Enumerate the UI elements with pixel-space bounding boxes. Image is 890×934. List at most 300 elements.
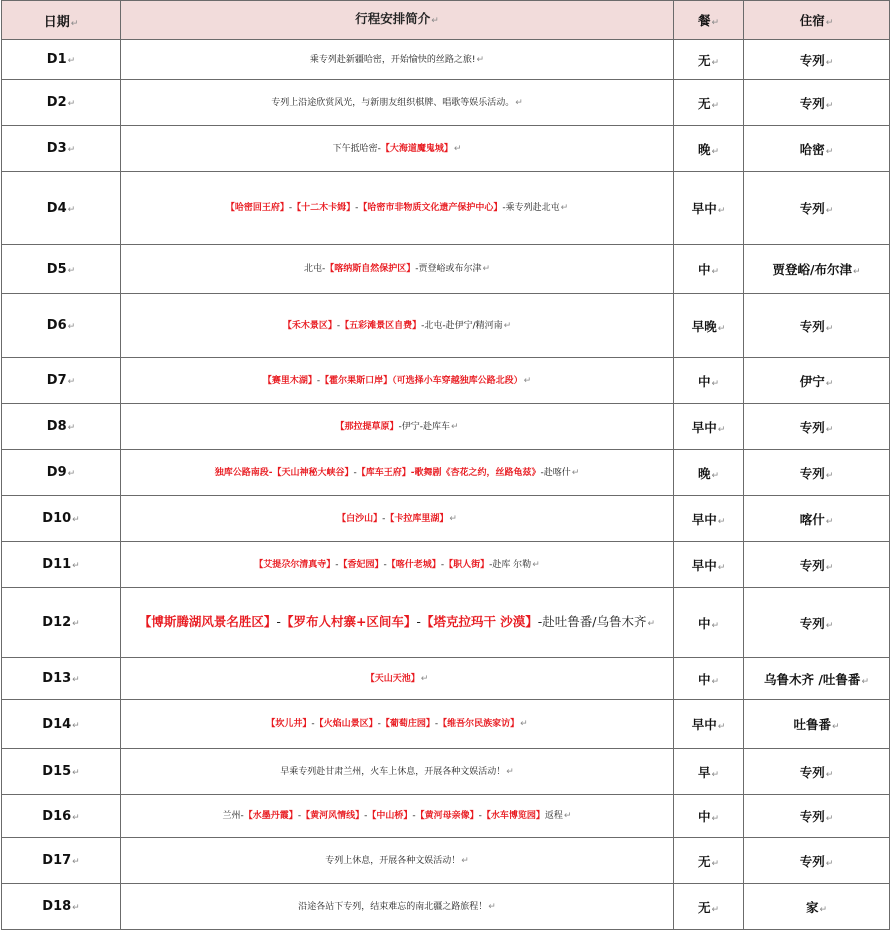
highlight-attraction: 【喀什老城】 [386,559,441,570]
return-mark: ↵ [861,676,869,687]
highlight-attraction: 【黄河风情线】 [301,811,365,821]
meal-cell [674,658,744,700]
plan-cell [121,658,674,700]
plan-segment: - [336,320,341,331]
highlight-attraction: 【水车博览园】 [481,811,545,821]
header-plan: 行程安排简介↵ [121,1,674,40]
itinerary-row [2,245,890,294]
stay-cell [744,404,890,450]
meal-label: 早晚 [691,318,717,334]
highlight-attraction: 【葡萄庄园】 [380,719,435,729]
stay-label: 专列 [799,318,825,334]
meal-label: 中 [697,373,711,389]
stay-cell [744,450,890,496]
stay-label: 专列 [799,557,825,573]
meal-cell [674,542,744,588]
stay-cell [744,795,890,838]
plan-segment: - [335,559,339,570]
highlight-attraction: 【库车王府】 [356,467,411,478]
plan-segment: - [377,719,381,729]
return-mark: ↵ [853,267,861,277]
plan-text [121,258,673,280]
plan-cell [121,700,674,749]
stay-label: 喀什 [799,511,825,527]
highlight-attraction: 【天山神秘大峡谷】 [272,467,354,478]
return-mark: ↵ [717,323,726,334]
highlight-attraction: 独库公路南段- [214,467,273,478]
itinerary-row [2,80,890,126]
plan-cell [121,496,674,542]
meal-label: 早 [697,764,711,780]
meal-label: 早中 [691,201,717,216]
plan-segment: 北屯- [303,264,326,274]
day-label: D10 [42,511,72,526]
plan-segment: 专列上沿途欣赏风光，与新朋友组织棋牌、唱歌等娱乐活动。 [271,97,515,108]
plan-cell [121,588,674,658]
meal-cell [674,245,744,294]
day-label: D16 [42,808,72,824]
highlight-attraction: 【博斯腾湖风景名胜区】 [138,613,277,629]
return-mark: ↵ [67,322,76,332]
highlight-attraction: 【罗布人村寨+区间车】 [280,613,417,629]
plan-cell [121,404,674,450]
return-mark: ↵ [711,676,720,687]
return-mark: ↵ [67,204,76,215]
stay-cell [744,884,890,930]
plan-cell [121,749,674,795]
day-cell [2,245,121,294]
itinerary-row [2,884,890,930]
meal-cell [674,294,744,358]
itinerary-row [2,838,890,884]
stay-cell [744,496,890,542]
plan-segment: -赴喀什 [540,467,571,478]
plan-segment: 返程 [544,811,563,821]
meal-cell [674,80,744,126]
meal-label: 无 [697,899,711,915]
plan-cell [121,126,674,172]
plan-cell [121,40,674,80]
day-cell [2,404,121,450]
meal-label: 早中 [691,717,717,732]
plan-text [121,138,673,160]
itinerary-row [2,700,890,749]
meal-label: 中 [697,671,711,687]
day-label: D11 [42,557,72,572]
day-label: D2 [46,95,67,110]
meal-cell [674,404,744,450]
stay-label: 专列 [799,615,825,631]
plan-segment: -伊宁-赴库车 [398,421,450,432]
day-label: D12 [42,615,72,630]
return-mark: ↵ [717,206,726,216]
return-mark: ↵ [72,903,80,913]
highlight-attraction: 【卡拉库里湖】 [385,513,449,524]
plan-cell [121,838,674,884]
stay-cell [744,749,890,795]
return-mark: ↵ [532,559,540,570]
meal-cell [674,496,744,542]
stay-label: 专列 [799,52,825,68]
plan-segment: - [383,559,387,570]
plan-segment: - [297,811,302,821]
return-mark: ↵ [711,769,720,780]
return-mark: ↵ [563,811,572,821]
stay-cell [744,294,890,358]
return-mark: ↵ [717,562,726,573]
plan-segment: -赴吐鲁番/乌鲁木齐 [537,613,647,629]
day-cell [2,700,121,749]
stay-cell [744,658,890,700]
return-mark: ↵ [72,675,80,685]
plan-text [121,850,673,872]
return-mark: ↵ [453,143,462,154]
plan-segment: - [316,375,321,386]
plan-text [121,761,673,783]
plan-segment: 兰州- [222,811,244,821]
plan-text [121,896,673,918]
return-mark: ↵ [717,516,726,527]
meal-label: 早中 [691,557,717,573]
stay-label: 哈密 [799,141,825,157]
itinerary-row [2,40,890,80]
plan-segment: 早乘专列赴甘肃兰州，火车上休息，开展各种文娱活动！ [280,766,506,777]
itinerary-row [2,749,890,795]
meal-label: 无 [697,853,711,869]
return-mark: ↵ [72,515,80,525]
plan-segment: - [382,513,386,524]
stay-cell [744,542,890,588]
return-mark: ↵ [711,620,720,631]
day-label: D3 [46,141,67,156]
itinerary-row [2,450,890,496]
return-mark: ↵ [825,620,834,631]
return-mark: ↵ [825,206,834,216]
highlight-attraction: 【白沙山】 [337,513,383,524]
return-mark: ↵ [449,513,457,524]
return-mark: ↵ [711,57,720,68]
plan-text [121,668,673,690]
plan-segment: -北屯-赴伊宁/精河南 [421,320,503,331]
return-mark: ↵ [482,264,491,274]
highlight-attraction: 【坎儿井】 [266,719,312,729]
day-label: D18 [42,899,72,914]
stay-label: 专列 [799,853,825,869]
itinerary-row [2,588,890,658]
return-mark: ↵ [711,814,720,824]
highlight-attraction: 【水墨丹霞】 [243,811,298,821]
plan-segment: - [288,203,293,213]
plan-segment: - [276,613,281,629]
highlight-attraction: 【职人街】 [444,559,490,570]
itinerary-row [2,126,890,172]
return-mark: ↵ [67,145,76,155]
highlight-attraction: 【火焰山景区】 [314,719,378,729]
plan-text [121,805,673,827]
stay-label: 专列 [799,764,825,780]
highlight-attraction: -歌舞剧《杏花之约，丝路龟兹》 [410,467,541,478]
meal-cell [674,126,744,172]
return-mark: ↵ [560,203,569,213]
highlight-attraction: 【赛里木湖】 [262,375,317,386]
plan-segment: 下午抵哈密- [332,143,381,154]
plan-segment: - [440,559,445,570]
day-label: D17 [42,853,72,868]
plan-text [121,508,673,530]
plan-segment: 专列上休息，开展各种文娱活动！ [325,855,461,866]
meal-label: 早中 [691,419,717,435]
return-mark: ↵ [72,561,80,571]
highlight-attraction: 【天山天池】 [365,673,420,684]
stay-label: 专列 [799,465,825,481]
meal-label: 晚 [697,465,711,481]
stay-label: 专列 [799,95,825,111]
return-mark: ↵ [72,720,80,731]
return-mark: ↵ [515,97,523,108]
day-cell [2,172,121,245]
highlight-attraction: 【哈密回王府】 [225,203,289,213]
return-mark: ↵ [72,857,80,867]
return-mark: ↵ [67,56,76,66]
return-mark: ↵ [825,814,834,824]
day-label: D6 [46,318,67,333]
plan-text [121,315,673,337]
day-cell [2,838,121,884]
return-mark: ↵ [67,423,76,433]
return-mark: ↵ [420,673,429,684]
stay-label: 乌鲁木齐 /吐鲁番 [764,671,861,687]
return-mark: ↵ [825,516,834,527]
return-mark: ↵ [711,146,720,157]
return-mark: ↵ [476,54,485,65]
stay-label: 家 [805,899,819,915]
return-mark: ↵ [488,901,496,912]
meal-cell [674,838,744,884]
itinerary-row [2,404,890,450]
meal-cell [674,795,744,838]
day-label: D9 [46,465,67,480]
return-mark: ↵ [506,766,514,777]
meal-label: 中 [697,262,711,277]
day-cell [2,358,121,404]
stay-label: 专列 [799,201,825,216]
return-mark: ↵ [520,719,528,729]
day-cell [2,542,121,588]
itinerary-row [2,496,890,542]
plan-segment: - [353,467,357,478]
meal-cell [674,588,744,658]
highlight-attraction: 【黄河母亲像】 [415,811,479,821]
meal-cell [674,172,744,245]
stay-label: 吐鲁番 [793,717,831,732]
meal-cell [674,749,744,795]
return-mark: ↵ [711,100,720,111]
meal-label: 中 [697,809,711,824]
meal-cell [674,358,744,404]
stay-label: 专列 [799,809,825,824]
plan-text [121,197,673,219]
return-mark: ↵ [503,320,512,331]
day-cell [2,588,121,658]
highlight-attraction: 【大海道魔鬼城】 [380,143,453,154]
plan-cell [121,80,674,126]
highlight-attraction: 【维吾尔民族家访】 [438,719,520,729]
return-mark: ↵ [825,146,834,157]
highlight-attraction: 【喀纳斯自然保护区】 [325,264,416,274]
itinerary-row [2,294,890,358]
plan-text [121,713,673,735]
return-mark: ↵ [72,619,80,629]
return-mark: ↵ [825,858,834,869]
return-mark: ↵ [711,378,720,389]
meal-label: 中 [697,615,711,631]
stay-cell [744,245,890,294]
day-cell [2,40,121,80]
itinerary-table [1,0,890,930]
return-mark: ↵ [825,424,834,435]
stay-cell [744,358,890,404]
plan-segment: -乘专列赴北屯 [502,203,560,213]
meal-label: 早中 [691,511,717,527]
itinerary-row [2,542,890,588]
return-mark: ↵ [831,722,840,732]
header-meal: 餐↵ [674,1,744,40]
day-label: D1 [46,52,67,67]
stay-cell [744,172,890,245]
plan-segment: 沿途各站下专列，结束难忘的南北疆之路旅程！ [298,901,488,912]
header-day: 日期↵ [2,1,121,40]
highlight-attraction: 【中山桥】 [367,811,413,821]
return-mark: ↵ [711,904,720,915]
plan-text [121,462,673,484]
plan-segment: - [364,811,368,821]
plan-segment: - [355,203,359,213]
stay-label: 伊宁 [799,373,825,389]
itinerary-row [2,658,890,700]
plan-cell [121,172,674,245]
return-mark: ↵ [67,377,76,387]
return-mark: ↵ [825,57,834,68]
return-mark: ↵ [72,768,80,778]
plan-segment: -赴库 尔勒 [489,559,532,570]
stay-cell [744,80,890,126]
return-mark: ↵ [717,424,726,435]
meal-label: 无 [697,95,711,111]
day-cell [2,450,121,496]
return-mark: ↵ [717,722,726,732]
return-mark: ↵ [67,99,76,109]
meal-label: 无 [697,52,711,68]
plan-segment: -贾登峪或布尔津 [415,264,482,274]
itinerary-row [2,795,890,838]
day-cell [2,749,121,795]
plan-text [121,554,673,576]
plan-cell [121,245,674,294]
day-cell [2,126,121,172]
day-cell [2,795,121,838]
return-mark: ↵ [450,421,459,432]
return-mark: ↵ [72,812,80,823]
day-label: D4 [46,200,67,216]
plan-cell [121,884,674,930]
day-label: D13 [42,671,72,686]
meal-label: 晚 [697,141,711,157]
day-cell [2,496,121,542]
day-label: D14 [42,716,72,732]
meal-cell [674,700,744,749]
header-stay: 住宿↵ [744,1,890,40]
plan-segment: 乘专列赴新疆哈密，开始愉快的丝路之旅! [309,54,476,65]
highlight-attraction: 【禾木景区】 [282,320,337,331]
highlight-attraction: 【艾提尕尔清真寺】 [254,559,336,570]
plan-cell [121,294,674,358]
highlight-attraction: 【哈密市非物质文化遗产保护中心】 [358,203,503,213]
plan-cell [121,542,674,588]
return-mark: ↵ [461,855,469,866]
plan-cell [121,795,674,838]
highlight-attraction: 【塔克拉玛干 沙漠】 [420,613,538,629]
return-mark: ↵ [825,378,834,389]
plan-segment: - [478,811,482,821]
table-header-row [2,1,890,40]
day-cell [2,294,121,358]
day-label: D15 [42,764,72,779]
meal-cell [674,450,744,496]
return-mark: ↵ [825,562,834,573]
day-cell [2,884,121,930]
highlight-attraction: 【霍尔果斯口岸】（可选择小车穿越独库公路北段） [320,375,523,386]
itinerary-rows [2,40,890,930]
plan-text [121,611,673,635]
return-mark: ↵ [711,470,720,481]
highlight-attraction: 【五彩滩景区自费】 [340,320,422,331]
stay-cell [744,700,890,749]
day-label: D5 [46,261,67,277]
day-cell [2,80,121,126]
plan-cell [121,358,674,404]
stay-label: 贾登峪/布尔津 [772,262,853,277]
stay-cell [744,588,890,658]
meal-cell [674,884,744,930]
stay-label: 专列 [799,419,825,435]
plan-cell [121,450,674,496]
plan-text [121,416,673,438]
plan-segment: - [412,811,416,821]
highlight-attraction: 【那拉提草原】 [335,421,399,432]
return-mark: ↵ [825,769,834,780]
stay-cell [744,838,890,884]
plan-text [121,49,673,71]
plan-segment: - [416,613,421,629]
stay-cell [744,40,890,80]
return-mark: ↵ [67,469,76,479]
itinerary-row [2,172,890,245]
return-mark: ↵ [825,323,834,334]
return-mark: ↵ [711,858,720,869]
meal-cell [674,40,744,80]
day-label: D7 [46,373,67,388]
return-mark: ↵ [67,265,76,276]
plan-text [121,92,673,114]
plan-text [121,370,673,392]
itinerary-row [2,358,890,404]
day-cell [2,658,121,700]
return-mark: ↵ [819,904,828,915]
return-mark: ↵ [825,100,834,111]
return-mark: ↵ [523,375,532,386]
plan-segment: - [311,719,315,729]
return-mark: ↵ [647,618,656,629]
